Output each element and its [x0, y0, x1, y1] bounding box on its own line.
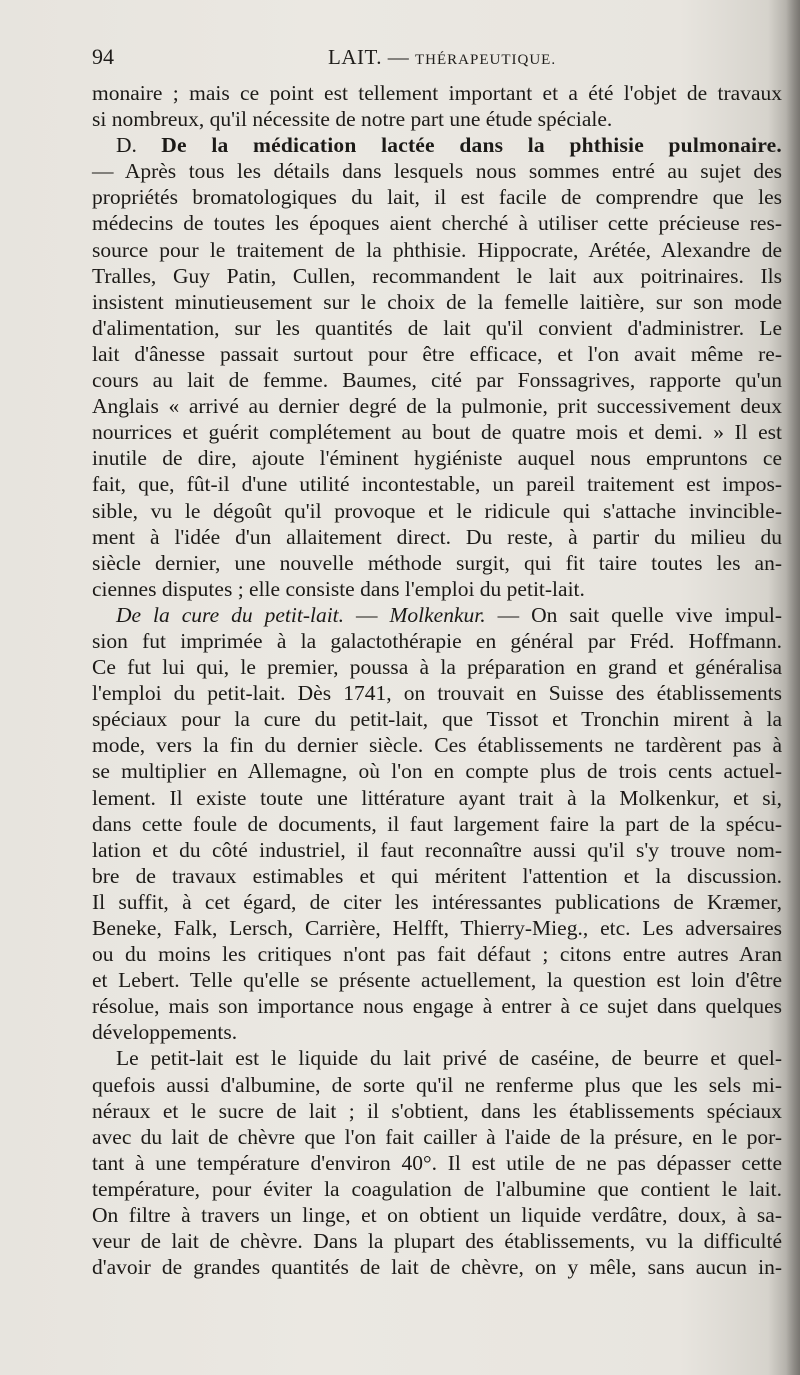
text-line: avec du lait de chèvre que l'on fait cailler à l'aide de la présure, en le por- [92, 1124, 782, 1149]
text-line: nourrices et guérit complétement au bout de quatre mois et demi. » Il est [92, 420, 782, 445]
section-title: De la médication lactée dans la phthisie pulmonaire. [161, 133, 783, 158]
text-line: ment à l'idée d'un allaitement direct. Du reste, à partir du milieu du [92, 524, 782, 549]
text-line: néraux et le sucre de lait ; il s'obtient, dans les établissements spéciaux [92, 1098, 782, 1123]
text-line: propriétés bromatologiques du lait, il est facile de comprendre que les [92, 185, 782, 210]
text-line: siècle dernier, une nouvelle méthode surgit, qui fit taire toutes les an- [92, 550, 782, 575]
text-line: et Lebert. Telle qu'elle se présente actuellement, la question est loin d'être [92, 968, 782, 993]
text-line: cours au lait de femme. Baumes, cité par Fonssagrives, rapporte qu'un [92, 368, 782, 393]
text-line: inutile de dire, ajoute l'éminent hygiéniste auquel nous empruntons ce [92, 446, 782, 471]
body-text [92, 80, 782, 1280]
text-line: veur de lait de chèvre. Dans la plupart des établissements, vu la difficulté [92, 1229, 782, 1254]
running-head-main: LAIT. [328, 45, 383, 69]
section-heading-line [92, 132, 782, 158]
text-line: dans cette foule de documents, il faut largement faire la part de la spécu- [92, 811, 782, 836]
page-header [92, 44, 786, 78]
text-line: — Après tous les détails dans lesquels nous sommes entré au sujet des [92, 159, 782, 184]
text-line: lait d'ânesse passait surtout pour être efficace, et l'on avait même re- [92, 341, 782, 366]
text-line: bre de travaux estimables et qui méritent l'attention et la discussion. [92, 863, 782, 888]
text-line: si nombreux, qu'il nécessite de notre part une étude spéciale. [92, 107, 613, 132]
text-line: température, pour éviter la coagulation de l'albumine que contient le lait. [92, 1176, 782, 1201]
text-line: quefois aussi d'albumine, de sorte qu'il ne renferme plus que les sels mi- [92, 1072, 782, 1097]
subsection-title: De la cure du petit-lait. [116, 602, 345, 627]
text-line: lement. Il existe toute une littérature ayant trait à la Molkenkur, et si, [92, 785, 782, 810]
text-line: source pour le traitement de la phthisie. Hippocrate, Arétée, Alexandre de [92, 237, 782, 262]
text-line: ciennes disputes ; elle consiste dans l'emploi du petit-lait. [92, 576, 585, 601]
text-line: l'emploi du petit-lait. Dès 1741, on trouvait en Suisse des établissements [92, 681, 782, 706]
page-edge-shadow [786, 0, 800, 1375]
text-line: spéciaux pour la cure du petit-lait, que Tissot et Tronchin mirent à la [92, 707, 782, 732]
running-head [328, 45, 556, 70]
running-head-separator: — [382, 45, 416, 69]
text-line: monaire ; mais ce point est tellement important et a été l'objet de travaux [92, 81, 782, 105]
text-line: se multiplier en Allemagne, où l'on en compte plus de trois cents actuel- [92, 759, 782, 784]
text-line: Anglais « arrivé au dernier degré de la pulmonie, prit successivement deux [92, 394, 782, 419]
text-line: développements. [92, 1020, 238, 1045]
text-line: Ce fut lui qui, le premier, poussa à la préparation en grand et généralisa [92, 655, 782, 680]
running-head-sub: THÉRAPEUTIQUE. [415, 52, 557, 68]
subsection-text: — On sait quelle vive impul- [485, 602, 783, 627]
page-number: 94 [92, 44, 114, 69]
text-line: médecins de toutes les époques aient cherché à utiliser cette précieuse res- [92, 211, 782, 236]
text-line: sion fut imprimée à la galactothérapie en général par Fréd. Hoffmann. [92, 628, 782, 653]
text-line: ou du moins les critiques n'ont pas fait défaut ; citons entre autres Aran [92, 942, 782, 967]
text-line: Le petit-lait est le liquide du lait privé de caséine, de beurre et quel- [116, 1046, 782, 1071]
text-line: d'alimentation, sur les quantités de lait qu'il convient d'administrer. Le [92, 315, 782, 340]
text-line: d'avoir de grandes quantités de lait de chèvre, on y mêle, sans aucun in- [92, 1255, 782, 1280]
text-line: Il suffit, à cet égard, de citer les intéressantes publications de Kræmer, [92, 889, 782, 914]
text-line: sible, vu le dégoût qu'il provoque et le ridicule qui s'attache invincible- [92, 498, 782, 523]
section-letter: D. [116, 133, 162, 158]
text-line: On filtre à travers un linge, et on obtient un liquide verdâtre, doux, à sa- [92, 1203, 782, 1228]
text-line: Tralles, Guy Patin, Cullen, recommandent le lait aux poitrinaires. Ils [92, 263, 782, 288]
text-line: lation et du côté industriel, il faut reconnaître aussi qu'il s'y trouve nom- [92, 837, 782, 862]
text-line: tant à une température d'environ 40°. Il est utile de ne pas dépasser cette [92, 1150, 782, 1175]
text-line: mode, vers la fin du dernier siècle. Ces établissements ne tardèrent pas à [92, 733, 782, 758]
text-line: résolue, mais son importance nous engage à entrer à ce sujet dans quelques [92, 994, 782, 1019]
subsection-separator: — [344, 602, 390, 627]
subsection-heading-line [92, 602, 782, 628]
text-line: Beneke, Falk, Lersch, Carrière, Helfft, Thierry-Mieg., etc. Les adversaires [92, 916, 782, 940]
text-line: fait, que, fût-il d'une utilité incontestable, un pareil traitement est impos- [92, 472, 782, 497]
subsection-subtitle: Molkenkur. [389, 602, 486, 627]
text-line: insistent minutieusement sur le choix de la femelle laitière, sur son mode [92, 289, 782, 314]
